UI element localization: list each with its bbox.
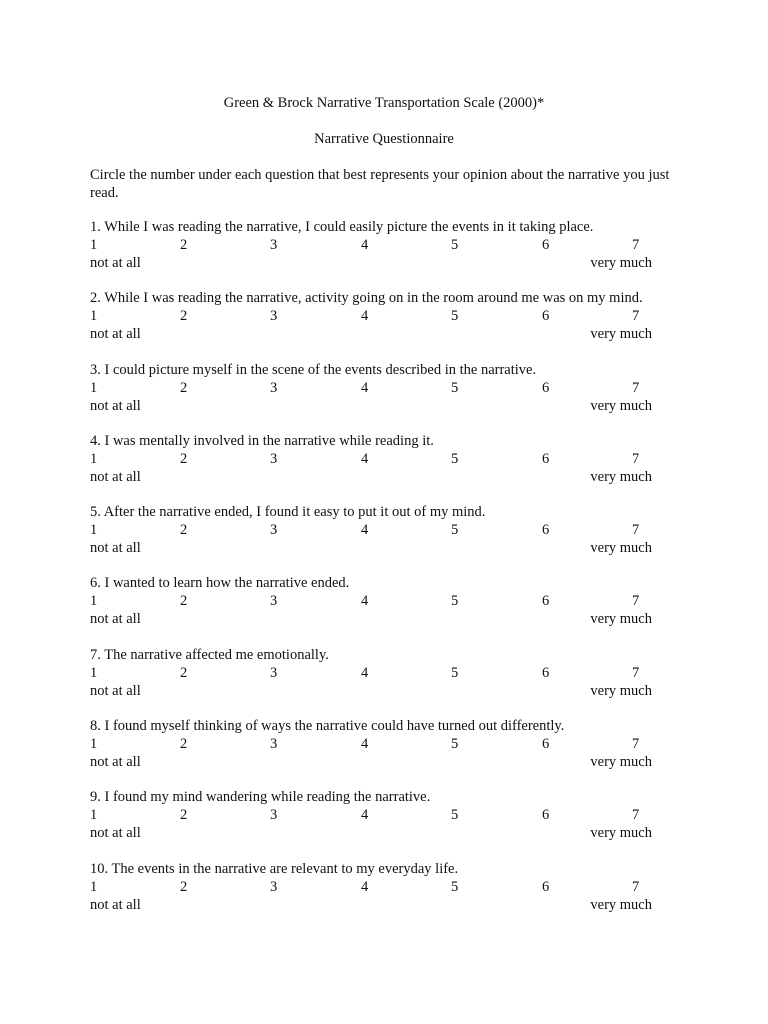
rating-option-4[interactable]: 4 bbox=[361, 450, 369, 467]
rating-option-3[interactable]: 3 bbox=[270, 450, 278, 467]
question-item bbox=[90, 574, 690, 645]
question-text: 9. I found my mind wandering while reading the narrative. bbox=[90, 789, 431, 806]
rating-option-1[interactable]: 1 bbox=[90, 379, 98, 396]
rating-option-1[interactable]: 1 bbox=[90, 736, 98, 753]
rating-option-3[interactable]: 3 bbox=[270, 878, 278, 895]
rating-option-7[interactable]: 7 bbox=[632, 450, 640, 467]
scale-anchors bbox=[90, 254, 652, 272]
question-text: 5. After the narrative ended, I found it easy to put it out of my mind. bbox=[90, 504, 486, 521]
rating-option-5[interactable]: 5 bbox=[451, 522, 459, 539]
rating-option-3[interactable]: 3 bbox=[270, 807, 278, 824]
scale-anchors bbox=[90, 397, 652, 415]
rating-option-5[interactable]: 5 bbox=[451, 450, 459, 467]
scale-low-label: not at all bbox=[90, 540, 141, 557]
rating-option-5[interactable]: 5 bbox=[451, 664, 459, 681]
rating-option-6[interactable]: 6 bbox=[542, 450, 550, 467]
document-title: Green & Brock Narrative Transportation Scale (2000)* bbox=[223, 95, 545, 111]
question-text: 3. I could picture myself in the scene of the events described in the narrative. bbox=[90, 361, 537, 378]
question-item bbox=[90, 432, 690, 503]
scale-low-label: not at all bbox=[90, 611, 141, 628]
rating-option-6[interactable]: 6 bbox=[542, 807, 550, 824]
question-list bbox=[90, 218, 690, 931]
scale-high-label: very much bbox=[590, 255, 652, 271]
rating-option-6[interactable]: 6 bbox=[542, 878, 550, 895]
rating-option-7[interactable]: 7 bbox=[632, 308, 640, 325]
scale-anchors bbox=[90, 753, 652, 771]
rating-option-2[interactable]: 2 bbox=[180, 522, 188, 539]
question-item bbox=[90, 289, 690, 360]
rating-option-7[interactable]: 7 bbox=[632, 237, 640, 253]
rating-option-6[interactable]: 6 bbox=[542, 664, 550, 681]
rating-option-5[interactable]: 5 bbox=[451, 736, 459, 753]
rating-scale bbox=[90, 664, 650, 682]
scale-anchors bbox=[90, 824, 652, 842]
rating-option-7[interactable]: 7 bbox=[632, 379, 640, 396]
rating-option-6[interactable]: 6 bbox=[542, 522, 550, 539]
rating-option-3[interactable]: 3 bbox=[270, 593, 278, 610]
rating-option-6[interactable]: 6 bbox=[542, 308, 550, 325]
scale-high-label: very much bbox=[590, 754, 652, 771]
rating-option-2[interactable]: 2 bbox=[180, 593, 188, 610]
rating-option-2[interactable]: 2 bbox=[180, 664, 188, 681]
rating-option-6[interactable]: 6 bbox=[542, 379, 550, 396]
scale-anchors bbox=[90, 896, 652, 914]
question-text: 1. While I was reading the narrative, I could easily picture the events in it taking place. bbox=[90, 219, 594, 235]
rating-option-2[interactable]: 2 bbox=[180, 237, 188, 253]
scale-low-label: not at all bbox=[90, 896, 141, 913]
question-text: 7. The narrative affected me emotionally. bbox=[90, 646, 329, 663]
rating-option-5[interactable]: 5 bbox=[451, 237, 459, 253]
rating-option-7[interactable]: 7 bbox=[632, 878, 640, 895]
scale-high-label: very much bbox=[590, 611, 652, 628]
rating-option-4[interactable]: 4 bbox=[361, 237, 369, 253]
scale-low-label: not at all bbox=[90, 682, 141, 699]
rating-option-5[interactable]: 5 bbox=[451, 379, 459, 396]
rating-option-5[interactable]: 5 bbox=[451, 807, 459, 824]
rating-option-4[interactable]: 4 bbox=[361, 807, 369, 824]
question-text: 8. I found myself thinking of ways the narrative could have turned out differently. bbox=[90, 718, 565, 735]
question-text: 2. While I was reading the narrative, activity going on in the room around me was on my mind. bbox=[90, 290, 643, 307]
rating-option-4[interactable]: 4 bbox=[361, 736, 369, 753]
rating-option-6[interactable]: 6 bbox=[542, 237, 550, 253]
rating-option-1[interactable]: 1 bbox=[90, 593, 98, 610]
scale-high-label: very much bbox=[590, 397, 652, 414]
scale-low-label: not at all bbox=[90, 255, 141, 271]
rating-scale bbox=[90, 521, 650, 539]
rating-option-3[interactable]: 3 bbox=[270, 736, 278, 753]
rating-option-6[interactable]: 6 bbox=[542, 736, 550, 753]
rating-option-4[interactable]: 4 bbox=[361, 664, 369, 681]
rating-option-3[interactable]: 3 bbox=[270, 308, 278, 325]
rating-option-4[interactable]: 4 bbox=[361, 379, 369, 396]
scale-high-label: very much bbox=[590, 682, 652, 699]
rating-option-5[interactable]: 5 bbox=[451, 593, 459, 610]
rating-option-5[interactable]: 5 bbox=[451, 308, 459, 325]
scale-high-label: very much bbox=[590, 468, 652, 485]
scale-low-label: not at all bbox=[90, 825, 141, 842]
question-item bbox=[90, 218, 690, 289]
question-item bbox=[90, 860, 690, 931]
rating-option-3[interactable]: 3 bbox=[270, 237, 278, 253]
question-text: 10. The events in the narrative are relevant to my everyday life. bbox=[90, 860, 459, 877]
rating-option-5[interactable]: 5 bbox=[451, 878, 459, 895]
scale-high-label: very much bbox=[590, 896, 652, 913]
scale-low-label: not at all bbox=[90, 754, 141, 771]
rating-option-1[interactable]: 1 bbox=[90, 308, 98, 325]
rating-option-1[interactable]: 1 bbox=[90, 664, 98, 681]
rating-scale bbox=[90, 592, 650, 610]
rating-option-7[interactable]: 7 bbox=[632, 664, 640, 681]
rating-scale bbox=[90, 735, 650, 753]
rating-scale bbox=[90, 806, 650, 824]
rating-option-3[interactable]: 3 bbox=[270, 379, 278, 396]
scale-anchors bbox=[90, 325, 652, 343]
scale-high-label: very much bbox=[590, 540, 652, 557]
question-item bbox=[90, 503, 690, 574]
rating-option-2[interactable]: 2 bbox=[180, 878, 188, 895]
scale-anchors bbox=[90, 539, 652, 557]
rating-option-3[interactable]: 3 bbox=[270, 664, 278, 681]
question-item bbox=[90, 361, 690, 432]
rating-scale bbox=[90, 450, 650, 468]
rating-option-7[interactable]: 7 bbox=[632, 807, 640, 824]
rating-scale bbox=[90, 379, 650, 397]
rating-option-2[interactable]: 2 bbox=[180, 450, 188, 467]
scale-high-label: very much bbox=[590, 326, 652, 343]
scale-low-label: not at all bbox=[90, 397, 141, 414]
rating-scale bbox=[90, 307, 650, 325]
scale-low-label: not at all bbox=[90, 326, 141, 343]
question-text: 6. I wanted to learn how the narrative ended. bbox=[90, 575, 350, 592]
scale-high-label: very much bbox=[590, 825, 652, 842]
rating-option-2[interactable]: 2 bbox=[180, 308, 188, 325]
question-text: 4. I was mentally involved in the narrative while reading it. bbox=[90, 432, 434, 449]
document-subtitle: Narrative Questionnaire bbox=[314, 131, 454, 147]
rating-option-1[interactable]: 1 bbox=[90, 522, 98, 539]
rating-option-4[interactable]: 4 bbox=[361, 878, 369, 895]
rating-option-7[interactable]: 7 bbox=[632, 736, 640, 753]
rating-option-7[interactable]: 7 bbox=[632, 522, 640, 539]
rating-option-2[interactable]: 2 bbox=[180, 379, 188, 396]
rating-scale bbox=[90, 236, 650, 254]
rating-scale bbox=[90, 878, 650, 896]
rating-option-1[interactable]: 1 bbox=[90, 237, 98, 253]
scale-anchors bbox=[90, 468, 652, 486]
rating-option-2[interactable]: 2 bbox=[180, 807, 188, 824]
rating-option-4[interactable]: 4 bbox=[361, 522, 369, 539]
rating-option-4[interactable]: 4 bbox=[361, 308, 369, 325]
instructions-text: Circle the number under each question that best represents your opinion about the narrative you just read. bbox=[90, 167, 670, 201]
rating-option-7[interactable]: 7 bbox=[632, 593, 640, 610]
scale-low-label: not at all bbox=[90, 468, 141, 485]
scale-anchors bbox=[90, 682, 652, 700]
rating-option-1[interactable]: 1 bbox=[90, 807, 98, 824]
rating-option-4[interactable]: 4 bbox=[361, 593, 369, 610]
rating-option-1[interactable]: 1 bbox=[90, 450, 98, 467]
rating-option-2[interactable]: 2 bbox=[180, 736, 188, 753]
question-item bbox=[90, 717, 690, 788]
question-item bbox=[90, 646, 690, 717]
rating-option-6[interactable]: 6 bbox=[542, 593, 550, 610]
question-item bbox=[90, 788, 690, 859]
rating-option-1[interactable]: 1 bbox=[90, 878, 98, 895]
scale-anchors bbox=[90, 610, 652, 628]
rating-option-3[interactable]: 3 bbox=[270, 522, 278, 539]
